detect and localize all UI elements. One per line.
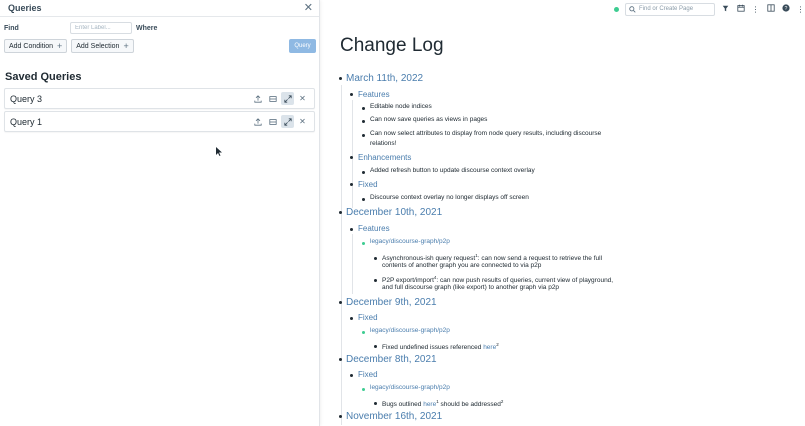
saved-query-actions — [251, 92, 309, 105]
export-icon[interactable] — [251, 92, 264, 105]
footnote-ref[interactable]: 2 — [500, 399, 504, 404]
saved-queries-heading: Saved Queries — [5, 71, 82, 83]
enhancement-item: Added refresh button to update discourse context overlay — [370, 167, 535, 174]
query-builder-buttons — [4, 39, 134, 53]
view-icon[interactable] — [266, 92, 279, 105]
expand-icon[interactable] — [281, 92, 294, 105]
mouse-cursor-icon — [216, 147, 222, 156]
bullet — [374, 345, 377, 348]
saved-query-name: Query 1 — [10, 116, 43, 127]
bullet — [350, 374, 353, 377]
fixed-heading: Fixed — [358, 180, 378, 189]
more-icon[interactable]: ⋮ — [751, 4, 760, 14]
saved-query-item[interactable] — [4, 88, 315, 109]
label-input[interactable] — [70, 22, 132, 34]
page-title: Change Log — [340, 35, 444, 56]
find-or-create-page-search[interactable] — [625, 3, 715, 16]
bullet — [350, 317, 353, 320]
close-icon[interactable]: ✕ — [299, 117, 306, 126]
entry-date[interactable]: March 11th, 2022 — [346, 73, 424, 84]
fixed-item: Discourse context overlay no longer displays off screen — [370, 194, 529, 201]
bullet — [374, 257, 377, 260]
calendar-icon[interactable] — [736, 4, 745, 14]
bullet — [362, 331, 365, 334]
features-heading: Features — [358, 224, 390, 233]
close-icon[interactable]: ✕ — [299, 94, 306, 103]
sidebar-title: Queries — [8, 3, 42, 13]
add-selection-label: Add Selection — [76, 42, 120, 50]
footnote-ref[interactable]: 1 — [475, 253, 478, 258]
feature-item: Can now select attributes to display from node query results, including discourse — [370, 130, 602, 137]
feature-item-continued: relations! — [370, 140, 397, 147]
topbar — [614, 2, 805, 16]
item-text: Fixed undefined issues referenced — [382, 344, 484, 352]
bullet — [339, 415, 342, 418]
fixed-item — [382, 340, 499, 353]
bullet — [339, 358, 342, 361]
feature-item: Editable node indices — [370, 103, 432, 110]
plus-icon: + — [123, 41, 129, 51]
view-icon[interactable] — [266, 115, 279, 128]
bullet — [350, 156, 353, 159]
svg-text:?: ? — [784, 5, 787, 12]
here-link[interactable]: here — [483, 344, 497, 352]
item-text: should be addressed — [438, 401, 501, 409]
repo-link[interactable]: legacy/discourse-graph/p2p — [370, 327, 450, 334]
sidebar-toggle-icon[interactable] — [766, 4, 775, 14]
fixed-item — [382, 397, 503, 410]
item-text: Asynchronous-ish query request — [382, 255, 476, 263]
sidebar-header — [0, 0, 319, 17]
bullet — [339, 301, 342, 304]
bullet — [374, 279, 377, 282]
saved-queries-list — [4, 88, 315, 134]
find-row — [4, 22, 157, 34]
export-icon[interactable] — [251, 115, 264, 128]
outline-guide — [341, 85, 342, 425]
footnote-ref[interactable]: 2 — [496, 342, 499, 347]
item-text: Bugs outlined — [382, 401, 424, 409]
outline-guide — [352, 234, 353, 294]
entry-date[interactable]: December 9th, 2021 — [346, 297, 437, 308]
bullet — [362, 120, 365, 123]
fixed-heading: Fixed — [358, 313, 378, 322]
fixed-heading: Fixed — [358, 370, 378, 379]
filter-icon[interactable] — [721, 5, 730, 14]
outline-guide — [352, 100, 353, 208]
bullet — [362, 107, 365, 110]
queries-sidebar — [0, 0, 320, 426]
add-selection-button[interactable] — [71, 39, 133, 53]
help-icon[interactable] — [781, 4, 790, 14]
find-label: Find — [4, 24, 19, 32]
bullet — [350, 93, 353, 96]
expand-icon[interactable] — [281, 115, 294, 128]
saved-query-item[interactable] — [4, 111, 315, 132]
repo-link[interactable]: legacy/discourse-graph/p2p — [370, 238, 450, 245]
search-placeholder: Find or Create Page — [639, 6, 694, 12]
bullet — [362, 171, 365, 174]
bullet — [362, 134, 365, 137]
item-text: : can now push results of queries, current view of playground, — [436, 277, 614, 285]
query-button[interactable]: Query — [289, 39, 316, 53]
sync-status-dot — [614, 7, 619, 12]
bullet — [350, 183, 353, 186]
item-text: P2P export/import — [382, 277, 434, 285]
plus-icon: + — [56, 41, 63, 51]
repo-link[interactable]: legacy/discourse-graph/p2p — [370, 384, 450, 391]
saved-query-actions — [251, 115, 309, 128]
entry-date[interactable]: December 10th, 2021 — [346, 207, 443, 218]
entry-date[interactable]: December 8th, 2021 — [346, 354, 437, 365]
entry-date[interactable]: November 16th, 2021 — [346, 411, 443, 422]
bullet — [374, 402, 377, 405]
here-link[interactable]: here — [423, 401, 437, 409]
add-condition-label: Add Condition — [9, 42, 53, 50]
close-icon[interactable]: ✕ — [303, 1, 313, 14]
feature-item: Can now save queries as views in pages — [370, 116, 488, 123]
bullet — [362, 198, 365, 201]
feature-item-continued: contents of another graph you are connected to via p2p — [382, 262, 542, 269]
footnote-ref[interactable]: 1 — [436, 399, 439, 404]
search-icon — [629, 6, 636, 13]
feature-item-continued: and full discourse graph (like export) to another graph via p2p — [382, 284, 560, 291]
features-heading: Features — [358, 90, 390, 99]
bullet — [362, 388, 365, 391]
menu-icon[interactable]: ⋮ — [796, 4, 805, 14]
footnote-ref[interactable]: 4 — [433, 275, 437, 280]
saved-query-name: Query 3 — [10, 93, 43, 104]
bullet — [339, 211, 342, 214]
bullet — [350, 228, 353, 231]
enhancements-heading: Enhancements — [358, 153, 412, 162]
where-label: Where — [136, 24, 158, 32]
add-condition-button[interactable] — [4, 39, 67, 53]
bullet — [362, 242, 365, 245]
bullet — [339, 77, 342, 80]
item-text: : can now send a request to retrieve the full — [477, 255, 603, 263]
